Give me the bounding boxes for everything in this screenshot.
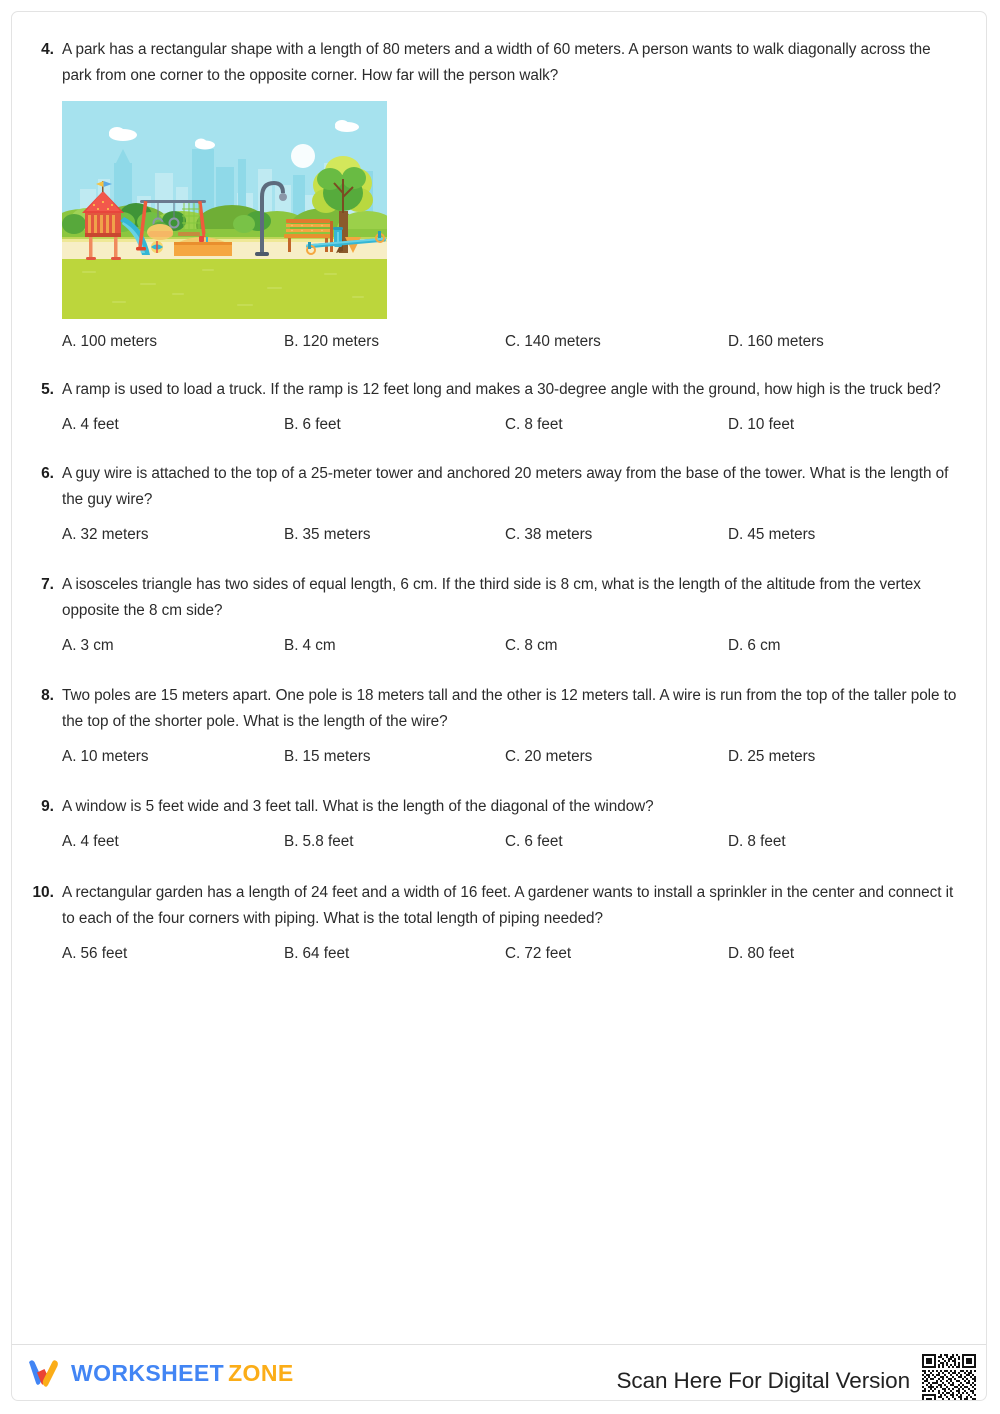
question-text: A guy wire is attached to the top of a 25-meter tower and anchored 20 meters away from the base of the tower. What is the length of the guy wire? xyxy=(62,465,949,508)
choice-letter: B. xyxy=(284,416,299,433)
choice-letter: B. xyxy=(284,637,299,654)
choice-letter: B. xyxy=(284,833,299,850)
answer-choice-a[interactable] xyxy=(62,941,284,967)
answer-choice-b[interactable] xyxy=(284,829,505,855)
answer-choice-d[interactable] xyxy=(728,941,928,967)
choice-letter: C. xyxy=(505,416,521,433)
choice-value: 4 feet xyxy=(80,833,119,850)
answer-choice-d[interactable] xyxy=(728,522,928,548)
choice-value: 8 feet xyxy=(747,833,786,850)
choice-value: 10 meters xyxy=(80,748,149,765)
answer-choice-b[interactable] xyxy=(284,744,505,770)
answer-choices xyxy=(62,941,960,967)
page-footer xyxy=(12,1322,986,1400)
worksheet-content xyxy=(12,12,986,967)
choice-letter: C. xyxy=(505,333,521,350)
question-block-5 xyxy=(12,377,986,438)
choice-value: 64 feet xyxy=(302,945,350,962)
choice-value: 20 meters xyxy=(524,748,593,765)
choice-letter: D. xyxy=(728,416,744,433)
choice-value: 10 feet xyxy=(747,416,795,433)
answer-choice-d[interactable] xyxy=(728,744,928,770)
question-number: 4. xyxy=(41,41,54,58)
question-text: A isosceles triangle has two sides of equal length, 6 cm. If the third side is 8 cm, what is the length of the altitude from the vertex opposite the 8 cm side? xyxy=(62,576,921,619)
choice-letter: C. xyxy=(505,833,521,850)
choice-letter: C. xyxy=(505,748,521,765)
question-block-6 xyxy=(12,461,986,548)
brand-logo[interactable] xyxy=(26,1356,294,1390)
answer-choice-a[interactable] xyxy=(62,412,284,438)
choice-letter: C. xyxy=(505,945,521,962)
answer-choice-b[interactable] xyxy=(284,329,505,355)
answer-choices xyxy=(62,633,960,659)
question-number: 6. xyxy=(41,465,54,482)
choice-value: 8 cm xyxy=(524,637,558,654)
scan-digital-version[interactable] xyxy=(617,1352,978,1401)
choice-letter: C. xyxy=(505,637,521,654)
choice-letter: A. xyxy=(62,333,77,350)
choice-value: 38 meters xyxy=(524,526,593,543)
choice-letter: A. xyxy=(62,416,77,433)
choice-letter: B. xyxy=(284,333,299,350)
choice-letter: D. xyxy=(728,526,744,543)
choice-letter: A. xyxy=(62,637,77,654)
choice-letter: D. xyxy=(728,333,744,350)
answer-choices xyxy=(62,329,960,355)
answer-choice-a[interactable] xyxy=(62,744,284,770)
choice-value: 160 meters xyxy=(747,333,824,350)
answer-choice-c[interactable] xyxy=(505,412,728,438)
question-block-7 xyxy=(12,572,986,659)
answer-choice-a[interactable] xyxy=(62,829,284,855)
choice-letter: A. xyxy=(62,526,77,543)
answer-choice-c[interactable] xyxy=(505,744,728,770)
answer-choice-d[interactable] xyxy=(728,633,928,659)
worksheet-page xyxy=(11,11,987,1401)
question-text: A ramp is used to load a truck. If the ramp is 12 feet long and makes a 30-degree angle with the ground, how high is the truck bed? xyxy=(62,381,941,398)
choice-value: 25 meters xyxy=(747,748,816,765)
choice-value: 8 feet xyxy=(524,416,563,433)
question-number: 7. xyxy=(41,576,54,593)
choice-value: 3 cm xyxy=(80,637,114,654)
question-block-9 xyxy=(12,794,986,855)
answer-choice-b[interactable] xyxy=(284,633,505,659)
question-number: 9. xyxy=(41,798,54,815)
question-text: Two poles are 15 meters apart. One pole is 18 meters tall and the other is 12 meters tall. A wire is run from the top of the taller pole to the top of the shorter pole. What is the length of the wire? xyxy=(62,687,957,730)
choice-letter: D. xyxy=(728,945,744,962)
worksheet-zone-logo-icon xyxy=(26,1356,62,1390)
choice-letter: B. xyxy=(284,748,299,765)
choice-value: 80 feet xyxy=(747,945,795,962)
question-illustration xyxy=(62,101,960,319)
question-text: A park has a rectangular shape with a length of 80 meters and a width of 60 meters. A person wants to walk diagonally across the park from one corner to the opposite corner. How far will the person walk? xyxy=(62,41,931,84)
question-text: A rectangular garden has a length of 24 feet and a width of 16 feet. A gardener wants to install a sprinkler in the center and connect it to each of the four corners with piping. What is the total length of piping needed? xyxy=(62,884,954,927)
choice-letter: D. xyxy=(728,833,744,850)
choice-value: 140 meters xyxy=(524,333,601,350)
choice-value: 15 meters xyxy=(302,748,371,765)
answer-choice-d[interactable] xyxy=(728,829,928,855)
choice-letter: A. xyxy=(62,945,77,962)
answer-choices xyxy=(62,744,960,770)
answer-choices xyxy=(62,522,960,548)
choice-value: 56 feet xyxy=(80,945,128,962)
answer-choice-b[interactable] xyxy=(284,522,505,548)
choice-value: 100 meters xyxy=(80,333,157,350)
choice-value: 4 cm xyxy=(302,637,336,654)
choice-letter: B. xyxy=(284,945,299,962)
choice-letter: B. xyxy=(284,526,299,543)
choice-value: 32 meters xyxy=(80,526,149,543)
answer-choice-a[interactable] xyxy=(62,329,284,355)
choice-value: 120 meters xyxy=(302,333,379,350)
question-block-4 xyxy=(12,37,986,355)
choice-value: 35 meters xyxy=(302,526,371,543)
choice-value: 6 feet xyxy=(302,416,341,433)
question-number: 10. xyxy=(32,884,54,901)
question-number: 5. xyxy=(41,381,54,398)
scan-label: Scan Here For Digital Version xyxy=(616,1368,910,1393)
question-text: A window is 5 feet wide and 3 feet tall. What is the length of the diagonal of the window? xyxy=(62,798,654,815)
choice-letter: A. xyxy=(62,748,77,765)
brand-secondary-text: ZONE xyxy=(228,1359,294,1386)
answer-choice-a[interactable] xyxy=(62,633,284,659)
answer-choices xyxy=(62,829,960,855)
answer-choice-d[interactable] xyxy=(728,329,928,355)
answer-choice-c[interactable] xyxy=(505,329,728,355)
choice-value: 6 feet xyxy=(524,833,563,850)
choice-letter: D. xyxy=(728,748,744,765)
qr-code-icon[interactable] xyxy=(920,1352,978,1401)
answer-choice-c[interactable] xyxy=(505,829,728,855)
choice-value: 4 feet xyxy=(80,416,119,433)
answer-choice-c[interactable] xyxy=(505,633,728,659)
footer-divider xyxy=(12,1344,986,1345)
answer-choice-b[interactable] xyxy=(284,941,505,967)
choice-value: 72 feet xyxy=(524,945,572,962)
park-playground-illustration xyxy=(62,101,387,319)
choice-value: 6 cm xyxy=(747,637,781,654)
answer-choice-d[interactable] xyxy=(728,412,928,438)
answer-choice-c[interactable] xyxy=(505,522,728,548)
choice-letter: D. xyxy=(728,637,744,654)
question-block-8 xyxy=(12,683,986,770)
answer-choice-b[interactable] xyxy=(284,412,505,438)
question-number: 8. xyxy=(41,687,54,704)
choice-value: 45 meters xyxy=(747,526,816,543)
choice-letter: C. xyxy=(505,526,521,543)
brand-wordmark xyxy=(71,1360,294,1387)
brand-primary-text: WORKSHEET xyxy=(71,1359,225,1386)
question-block-10 xyxy=(12,880,986,967)
answer-choice-c[interactable] xyxy=(505,941,728,967)
answer-choice-a[interactable] xyxy=(62,522,284,548)
answer-choices xyxy=(62,412,960,438)
choice-letter: A. xyxy=(62,833,77,850)
choice-value: 5.8 feet xyxy=(302,833,354,850)
